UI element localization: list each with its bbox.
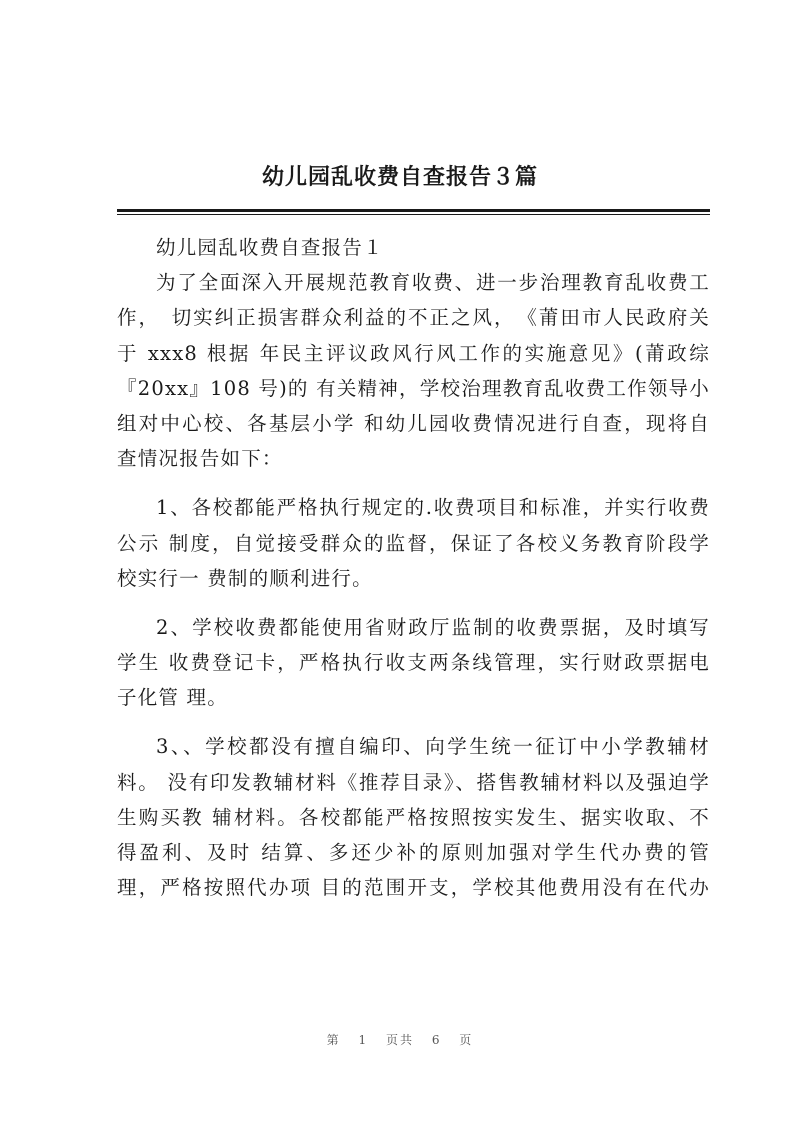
page-footer	[0, 1031, 800, 1048]
footer-label-page: 第	[326, 1033, 341, 1047]
body-line: 『20xx』108 号)的 有关精神，学校治理教育乱收费工作领导小	[117, 376, 710, 400]
body-line: 校实行一 费制的顺利进行。	[117, 566, 373, 590]
body-line: 3、、学校都没有擅自编印、向学生统一征订中小学教辅材	[156, 735, 710, 759]
body-line: 公示 制度，自觉接受群众的监督，保证了各校义务教育阶段学	[117, 531, 710, 555]
body-line: 2、学校收费都能使用省财政厅监制的收费票据，及时填写	[156, 615, 710, 639]
body-line: 理，严格按照代办项 目的范围开支，学校其他费用没有在代办	[117, 876, 710, 900]
footer-label-end: 页	[459, 1033, 474, 1047]
footer-current-page: 1	[358, 1033, 369, 1047]
body-line: 学生 收费登记卡，严格执行收支两条线管理，实行财政票据电	[117, 651, 710, 675]
footer-total-pages: 6	[431, 1033, 442, 1047]
title-divider-thick	[117, 209, 710, 212]
body-line: 为了全面深入开展规范教育收费、进一步治理教育乱收费工	[156, 271, 710, 295]
body-line: 组对中心校、各基层小学 和幼儿园收费情况进行自查，现将自	[117, 411, 710, 435]
body-line: 生购买教 辅材料。各校都能严格按照按实发生、据实收取、不	[117, 805, 710, 829]
body-line: 1、各校都能严格执行规定的.收费项目和标准，并实行收费	[156, 496, 710, 520]
document-title: 幼儿园乱收费自查报告３篇	[261, 164, 538, 190]
document-body	[117, 230, 710, 905]
footer-label-total: 页共	[385, 1033, 414, 1047]
section-heading: 幼儿园乱收费自查报告１	[156, 236, 384, 259]
body-line: 子化管 理。	[117, 686, 228, 710]
body-line: 得盈利、及时 结算、多还少补的原则加强对学生代办费的管	[117, 841, 710, 864]
body-line: 查情况报告如下：	[117, 447, 283, 471]
body-line: 于 xxx8 根据 年民主评议政风行风工作的实施意见》(莆政综	[117, 341, 710, 365]
body-line: 作， 切实纠正损害群众利益的不正之风， 《莆田市人民政府关	[117, 306, 710, 330]
title-divider-thin	[117, 214, 710, 215]
body-line: 料。 没有印发教辅材料《推荐目录》、搭售教辅材料以及强迫学	[117, 770, 710, 794]
